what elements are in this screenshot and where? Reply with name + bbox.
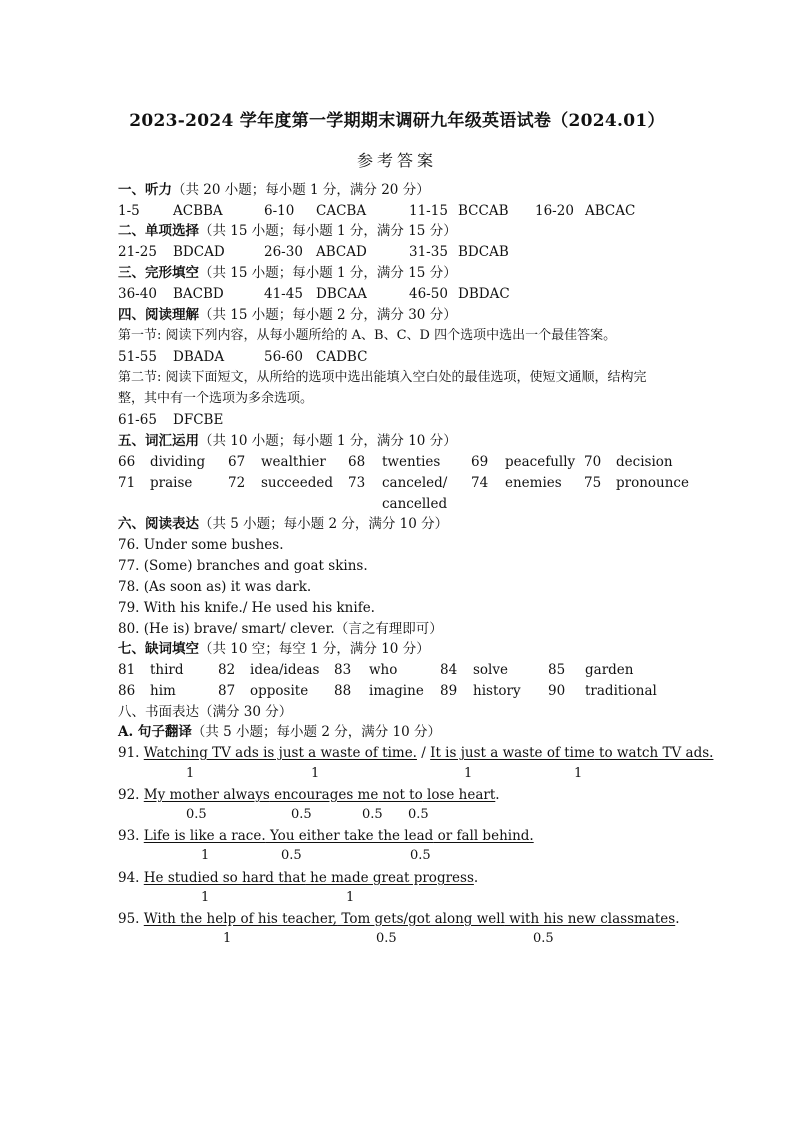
scored-segment: It is just a waste of time bbox=[430, 745, 595, 761]
translation-answer-95 bbox=[118, 910, 680, 928]
scored-segment: You either take the lead bbox=[265, 828, 434, 844]
scored-segment: not to bbox=[378, 787, 423, 803]
answer-range: 1-5 bbox=[118, 203, 140, 219]
section-heading-text: 七、缺词填空 bbox=[118, 641, 199, 657]
cloze-answers-row bbox=[118, 285, 718, 303]
answer-range: 16-20 bbox=[535, 203, 574, 219]
reading-part1-answers-row bbox=[118, 348, 718, 366]
question-number: 93. bbox=[118, 828, 144, 844]
segment-score: 0.5 bbox=[533, 931, 554, 946]
segment-score: 1 bbox=[574, 766, 583, 781]
answer-76: 76. Under some bushes. bbox=[118, 537, 284, 553]
segment-score: 0.5 bbox=[186, 807, 207, 822]
question-number: 85 bbox=[548, 662, 566, 678]
answer-word: pronounce bbox=[616, 475, 689, 491]
section-heading-text: 一、听力 bbox=[118, 182, 172, 198]
scored-segment: lose heart bbox=[422, 787, 496, 803]
section-listening-heading bbox=[118, 181, 430, 199]
segment-score: 0.5 bbox=[362, 807, 383, 822]
section-cloze-heading bbox=[118, 264, 457, 282]
segment-score: 1 bbox=[464, 766, 473, 781]
question-number: 73 bbox=[348, 475, 366, 491]
section-heading-note: （共 5 小题；每小题 2 分，满分 10 分） bbox=[199, 516, 449, 532]
translation-answer-91 bbox=[118, 744, 713, 762]
answer-letters: CACBA bbox=[316, 203, 367, 219]
answer-range: 46-50 bbox=[409, 286, 448, 302]
segment-score: 1 bbox=[346, 890, 355, 905]
section-heading-text: 五、词汇运用 bbox=[118, 433, 199, 449]
scored-segment: Life is like a race. bbox=[143, 828, 266, 844]
answer-word: enemies bbox=[505, 475, 562, 491]
answer-range: 11-15 bbox=[409, 203, 448, 219]
answer-letters: BDCAB bbox=[458, 244, 509, 260]
answer-range: 41-45 bbox=[264, 286, 303, 302]
question-number: 88 bbox=[334, 683, 352, 699]
question-number: 75 bbox=[584, 475, 602, 491]
section-vocab-heading bbox=[118, 432, 457, 450]
question-number: 82 bbox=[218, 662, 236, 678]
answer-word: canceled/ bbox=[382, 475, 448, 491]
sentence-end: . bbox=[675, 911, 680, 927]
answer-letters: DFCBE bbox=[173, 412, 224, 428]
answer-range: 21-25 bbox=[118, 244, 157, 260]
segment-score: 1 bbox=[186, 766, 195, 781]
question-number: 69 bbox=[471, 454, 489, 470]
section-heading-note: （共 10 小题；每小题 1 分，满分 10 分） bbox=[199, 433, 457, 449]
section-heading-note: （共 20 小题；每小题 1 分，满分 20 分） bbox=[172, 182, 430, 198]
scored-segment: encourages me bbox=[269, 787, 379, 803]
answer-word: garden bbox=[585, 662, 634, 678]
answer-word: succeeded bbox=[261, 475, 333, 491]
answer-range: 56-60 bbox=[264, 349, 303, 365]
section-reading-express-heading bbox=[118, 515, 448, 533]
answer-80: 80. (He is) brave/ smart/ clever.（言之有理即可） bbox=[118, 621, 443, 637]
section-heading-text: 二、单项选择 bbox=[118, 223, 199, 239]
vocab-answers-row-1 bbox=[118, 453, 718, 471]
section-reading-heading bbox=[118, 306, 457, 324]
answer-word: wealthier bbox=[261, 454, 326, 470]
answer-word: imagine bbox=[369, 683, 424, 699]
answer-77: 77. (Some) branches and goat skins. bbox=[118, 558, 368, 574]
scored-segment: with his new classmates bbox=[504, 911, 676, 927]
question-number: 67 bbox=[228, 454, 246, 470]
answer-range: 31-35 bbox=[409, 244, 448, 260]
scored-segment: to watch TV ads. bbox=[594, 745, 714, 761]
section-single-choice-heading bbox=[118, 222, 457, 240]
segment-score: 1 bbox=[201, 848, 210, 863]
answer-word: solve bbox=[473, 662, 508, 678]
segment-score: 0.5 bbox=[410, 848, 431, 863]
translation-answer-94 bbox=[118, 869, 478, 887]
answer-word: twenties bbox=[382, 454, 441, 470]
answer-letters: DBDAC bbox=[458, 286, 510, 302]
reading-part2-description-line2: 整，其中有一个选项为多余选项。 bbox=[118, 391, 314, 406]
scored-segment: or fall behind. bbox=[433, 828, 534, 844]
answer-range: 6-10 bbox=[264, 203, 295, 219]
answer-word: dividing bbox=[150, 454, 206, 470]
question-number: 89 bbox=[440, 683, 458, 699]
answer-letters: CADBC bbox=[316, 349, 368, 365]
reading-part1-description: 第一节: 阅读下列内容，从每小题所给的 A、B、C、D 四个选项中选出一个最佳答案。 bbox=[118, 328, 617, 343]
reading-part2-answers-row bbox=[118, 411, 718, 429]
scored-segment: he made great progress bbox=[305, 870, 474, 886]
answer-word: opposite bbox=[250, 683, 309, 699]
question-number: 68 bbox=[348, 454, 366, 470]
answer-word: traditional bbox=[585, 683, 657, 699]
blanks-answers-row-2 bbox=[118, 682, 718, 700]
answer-letters: DBADA bbox=[173, 349, 225, 365]
answer-letters: BCCAB bbox=[458, 203, 509, 219]
vocab-answers-row-2 bbox=[118, 474, 718, 492]
section-heading-note: （共 15 小题；每小题 1 分，满分 15 分） bbox=[199, 223, 457, 239]
scored-segment: Watching TV ads is bbox=[143, 745, 275, 761]
answer-letters: BACBD bbox=[173, 286, 224, 302]
answer-letters: ABCAC bbox=[585, 203, 636, 219]
page-subtitle: 参考答案 bbox=[356, 151, 437, 170]
translation-answer-92 bbox=[118, 786, 500, 804]
section-translation-heading bbox=[118, 723, 441, 741]
reading-part2-description-line1: 第二节: 阅读下面短文，从所给的选项中选出能填入空白处的最佳选项，使短文通顺，结构完 bbox=[118, 370, 647, 385]
answer-word: decision bbox=[616, 454, 673, 470]
section-heading-note: （共 5 小题；每小题 2 分，满分 10 分） bbox=[191, 724, 441, 740]
answer-word: history bbox=[473, 683, 521, 699]
question-number: 81 bbox=[118, 662, 136, 678]
answer-letters: ABCAD bbox=[316, 244, 367, 260]
question-number: 92. bbox=[118, 787, 144, 803]
question-number: 91. bbox=[118, 745, 144, 761]
section-blanks-heading bbox=[118, 640, 430, 658]
separator-text: / bbox=[416, 745, 431, 761]
section-heading-text: 八、书面表达 bbox=[118, 704, 199, 720]
question-number: 90 bbox=[548, 683, 566, 699]
question-number: 74 bbox=[471, 475, 489, 491]
page-title: 2023-2024 学年度第一学期期末调研九年级英语试卷（2024.01） bbox=[129, 111, 665, 131]
answer-letters: ACBBA bbox=[173, 203, 223, 219]
answer-range: 51-55 bbox=[118, 349, 157, 365]
answer-range: 36-40 bbox=[118, 286, 157, 302]
section-heading-note: （共 10 空；每空 1 分，满分 10 分） bbox=[199, 641, 430, 657]
answer-word: him bbox=[150, 683, 176, 699]
section-heading-note: （满分 30 分） bbox=[199, 704, 293, 720]
answer-79: 79. With his knife./ He used his knife. bbox=[118, 600, 375, 616]
answer-letters: DBCAA bbox=[316, 286, 367, 302]
segment-score: 1 bbox=[201, 890, 210, 905]
answer-word: third bbox=[150, 662, 184, 678]
section-heading-note: （共 15 小题；每小题 1 分，满分 15 分） bbox=[199, 265, 457, 281]
question-number: 66 bbox=[118, 454, 136, 470]
listening-answers-row bbox=[118, 202, 718, 220]
segment-score: 1 bbox=[223, 931, 232, 946]
section-heading-text: 三、完形填空 bbox=[118, 265, 199, 281]
single-choice-answers-row bbox=[118, 243, 718, 261]
question-number: 86 bbox=[118, 683, 136, 699]
scored-segment: just a waste of time. bbox=[274, 745, 417, 761]
segment-score: 0.5 bbox=[408, 807, 429, 822]
section-heading-text: 六、阅读表达 bbox=[118, 516, 199, 532]
question-number: 84 bbox=[440, 662, 458, 678]
answer-range: 61-65 bbox=[118, 412, 157, 428]
answer-word: praise bbox=[150, 475, 193, 491]
question-number: 70 bbox=[584, 454, 602, 470]
scored-segment: Tom gets/got along well bbox=[337, 911, 505, 927]
answer-letters: BDCAD bbox=[173, 244, 225, 260]
translation-answer-93 bbox=[118, 827, 534, 845]
section-heading-note: （共 15 小题；每小题 2 分，满分 30 分） bbox=[199, 307, 457, 323]
segment-score: 0.5 bbox=[376, 931, 397, 946]
section-heading-text: 四、阅读理解 bbox=[118, 307, 199, 323]
question-number: 87 bbox=[218, 683, 236, 699]
scored-segment: He studied so hard that bbox=[143, 870, 306, 886]
sentence-end: . bbox=[495, 787, 500, 803]
sentence-end: . bbox=[473, 870, 479, 886]
question-number: 71 bbox=[118, 475, 136, 491]
question-number: 72 bbox=[228, 475, 246, 491]
blanks-answers-row-1 bbox=[118, 661, 718, 679]
segment-score: 0.5 bbox=[281, 848, 302, 863]
answer-word: idea/ideas bbox=[250, 662, 320, 678]
answer-word: who bbox=[369, 662, 398, 678]
answer-range: 26-30 bbox=[264, 244, 303, 260]
answer-word: peacefully bbox=[505, 454, 576, 470]
section-heading-text: A. 句子翻译 bbox=[118, 724, 192, 740]
question-number: 94. bbox=[118, 870, 144, 886]
segment-score: 1 bbox=[311, 766, 320, 781]
question-number: 95. bbox=[118, 911, 144, 927]
scored-segment: My mother always bbox=[143, 787, 270, 803]
vocab-73-alternate-spelling: cancelled bbox=[382, 496, 448, 512]
scored-segment: With the help of his teacher, bbox=[143, 911, 338, 927]
question-number: 83 bbox=[334, 662, 352, 678]
section-writing-heading bbox=[118, 703, 292, 721]
segment-score: 0.5 bbox=[291, 807, 312, 822]
answer-78: 78. (As soon as) it was dark. bbox=[118, 579, 312, 595]
